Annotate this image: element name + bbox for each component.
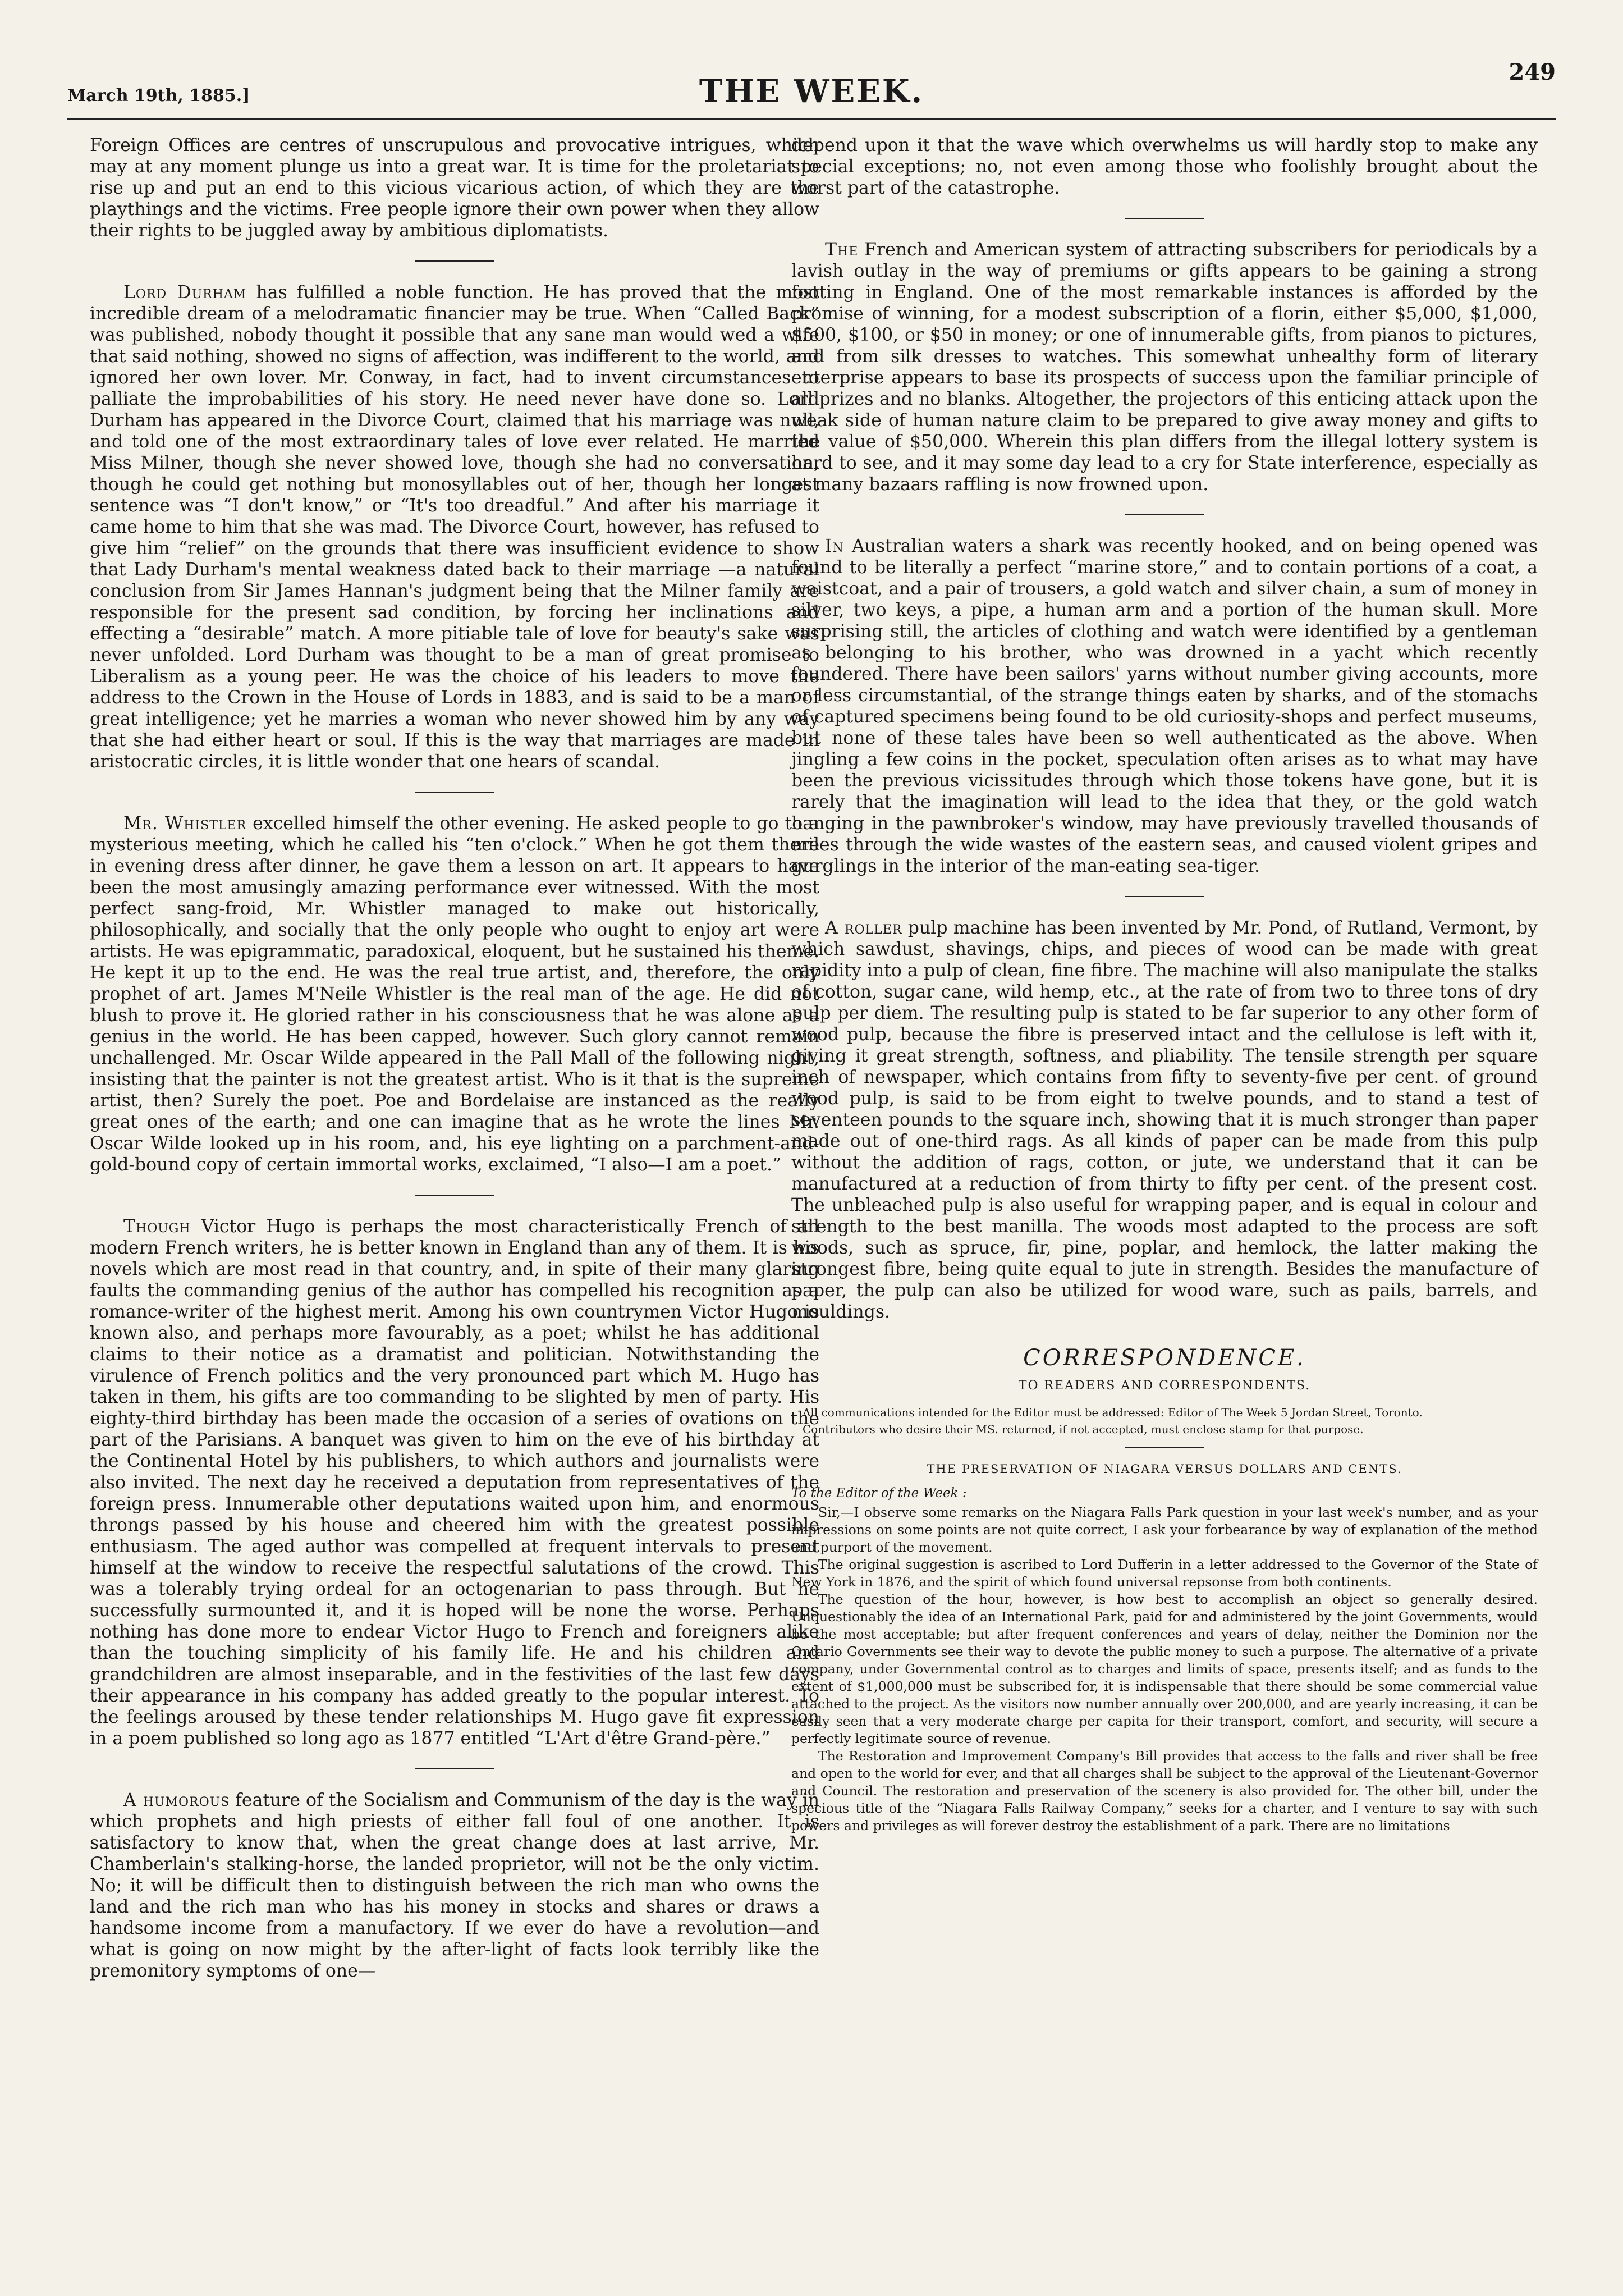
masthead bbox=[67, 51, 1556, 120]
article-lead: The bbox=[825, 240, 859, 260]
issue-date: March 19th, 1885.] bbox=[67, 86, 250, 106]
article-lord-durham bbox=[90, 282, 819, 772]
article-body: French and American system of attracting subscribers for periodicals by a lavish outlay in the way of premiums or gifts appears to be gaining a strong footing in England. One of the most remarkable instances is afforded by the promise of winning, for a modest subscription of a florin, either $5,000, $1,000, $500, $100, or $50 in money; or one of innumerable gifts, from pianos to pictures, and from silk dresses to watches. This somewhat unhealthy form of literary enterprise appears to base its prospects of success upon the familiar principle of all prizes and no blanks. Altogether, the projectors of this enticing attack upon the weak side of human nature claim to be prepared to give away money and gifts to the value of $50,000. Wherein this plan differs from the illegal lottery system is hard to see, and it may some day lead to a cry for State interference, especially as at many bazaars raffling is now frowned upon. bbox=[791, 240, 1538, 495]
article-socialism bbox=[90, 1790, 819, 1982]
article-lead: A humorous bbox=[123, 1790, 230, 1810]
article-body: has fulfilled a noble function. He has proved that the most incredible dream of a melodramatic financier may be true. When “Called Back” was published, nobody thought it possible that any sane man would wed a wife that said nothing, showed no signs of affection, was indifferent to the world, and ignored her own lover. Mr. Conway, in fact, had to invent circumstances to palliate the improbabilities of his story. He need never have done so. Lord Durham has appeared in the Divorce Court, claimed that his marriage was null, and told one of the most extraordinary tales of love ever related. He married Miss Milner, though she never showed love, though she had no conversation, though he could get nothing but monosyllables out of her, though her longest sentence was “I don't know,” or “It's too dreadful.” And after his marriage it came home to him that she was mad. The Divorce Court, however, has refused to give him “relief” on the grounds that there was insufficient evidence to show that Lady Durham's mental weakness dated back to their marriage —a natural conclusion from Sir James Hannan's judgment being that the Milner family are responsible for the present sad condition, by forcing her inclinations and effecting a “desirable” match. A more pitiable tale of love for beauty's sake was never unfolded. Lord Durham was thought to be a man of great promise to Liberalism as a young peer. He was the choice of his leaders to move the address to the Crown in the House of Lords in 1883, and is said to be a man of great intelligence; yet he marries a woman who never showed him by any way that she had either heart or soul. If this is the way that marriages are made in aristocratic circles, it is little wonder that one hears of scandal. bbox=[90, 282, 819, 772]
section-divider bbox=[415, 1195, 494, 1196]
section-divider bbox=[1125, 218, 1204, 219]
article-subscription-gifts bbox=[791, 239, 1538, 495]
contributors-notice: Contributors who desire their MS. returned, if not accepted, must enclose stamp for that purpose. bbox=[803, 1423, 1364, 1436]
letter-salutation: To the Editor of the Week : bbox=[791, 1486, 967, 1501]
article-lead: Lord Durham bbox=[123, 282, 247, 303]
editor-address-notice: All communications intended for the Editor must be addressed: Editor of The Week 5 Jordan Street, Toronto. bbox=[803, 1406, 1423, 1419]
letter-paragraph: The Restoration and Improvement Company's Bill provides that access to the falls and river shall be free and open to the world for ever, and that all charges shall be subject to the approval of the Lieutenant-Governor and Council. The restoration and preservation of the scenery is also provided for. The other bill, under the specious title of the “Niagara Falls Railway Company,” seeks for a charter, and I venture to say with such powers and privileges as will forever destroy the establishment of a park. There are no limitations bbox=[791, 1748, 1538, 1833]
article-body: Victor Hugo is perhaps the most characteristically French of all modern French writers, he is better known in England than any of them. It is his novels which are most read in that country, and, in spite of their many glaring faults the commanding genius of the author has compelled his recognition as a romance-writer of the highest merit. Among his own countrymen Victor Hugo is known also, and perhaps more favourably, as a poet; whilst he has additional claims to their notice as a dramatist and politician. Notwithstanding the virulence of French politics and the very pronounced part which M. Hugo has taken in them, his gifts are too commanding to be slighted by men of party. His eighty-third birthday has been made the occasion of a series of ovations on the part of the Parisians. A banquet was given to him on the eve of his birthday at the Continental Hotel by his publishers, to which authors and journalists were also invited. The next day he received a deputation from representatives of the foreign press. Innumerable other deputations waited upon him, and enormous throngs passed by his house and cheered him with the greatest possible enthusiasm. The aged author was compelled at frequent intervals to present himself at the window to receive the respectful salutations of the crowd. This was a tolerably trying ordeal for an octogenarian to pass through. But he successfully surmounted it, and it is hoped will be none the worse. Perhaps nothing has done more to endear Victor Hugo to French and foreigners alike than the touching simplicity of his family life. He and his children and grandchildren are almost inseparable, and in the festivities of the last few days their appearance in his company has added greatly to the popular interest. To the feelings aroused by these tender relationships M. Hugo gave fit expression in a poem published so long ago as 1877 entitled “L'Art d'être Grand-père.” bbox=[90, 1216, 819, 1749]
publication-title: THE WEEK. bbox=[699, 73, 924, 110]
article-victor-hugo bbox=[90, 1216, 819, 1749]
article-lead: Mr. Whistler bbox=[123, 813, 247, 834]
article-continuation: depend upon it that the wave which overwhelms us will hardly stop to make any special exceptions; no, not even among those who foolishly brought about the worst part of the catastrophe. bbox=[791, 135, 1538, 198]
article-body: feature of the Socialism and Communism of the day is the way in which prophets and high priests of either fall foul of one another. It is satisfactory to know that, when the great change does at last arrive, Mr. Chamberlain's stalking-horse, the landed proprietor, will not be the only victim. No; it will be difficult then to distinguish between the rich man who owns the land and the rich man who has his money in stocks and shares or draws a handsome income from a manufactory. If we ever do have a revolution—and what is going on now might by the after-light of facts look terribly like the premonitory symptoms of one— bbox=[90, 1790, 819, 1981]
section-divider bbox=[1125, 1447, 1204, 1448]
article-body: excelled himself the other evening. He asked people to go to a mysterious meeting, which he called his “ten o'clock.” When he got them there in evening dress after dinner, he gave them a lesson on art. It appears to have been the most amusingly amazing performance ever witnessed. With the most perfect sang-froid, Mr. Whistler managed to make out historically, philosophically, and socially that the only people who ought to enjoy art were artists. He was epigrammatic, paradoxical, eloquent, but he sustained his theme. He kept it up to the end. He was the real true artist, and, therefore, the only prophet of art. James M'Neile Whistler is the real man of the age. He did not blush to prove it. He gloried rather in his consciousness that he was alone as a genius in the world. He has been capped, however. Such glory cannot remain unchallenged. Mr. Oscar Wilde appeared in the Pall Mall of the following night, insisting that the painter is not the greatest artist. Who is it that is the supreme artist, then? Surely the poet. Poe and Bordelaise are instanced as the really great ones of the earth; and one can imagine that as he wrote the lines Mr. Oscar Wilde looked up in his room, and, his eye lighting on a parchment-and-gold-bound copy of certain immortal works, exclaimed, “I also—I am a poet.” bbox=[90, 813, 820, 1175]
article-lead: A roller bbox=[825, 918, 902, 938]
article-lead: Though bbox=[123, 1216, 191, 1237]
section-divider bbox=[1125, 896, 1204, 897]
letter-paragraph: The question of the hour, however, is how best to accomplish an object so generally desired. Unquestionably the idea of an International Park, paid for and administered by the joint Governments, would be the most acceptable; but after frequent conferences and years of delay, neither the Dominion nor the Ontario Governments see their way to devote the public money to such a purpose. The alternative of a private company, under Governmental control as to charges and limits of space, presents itself; and as funds to the extent of $1,000,000 must be subscribed for, it is indispensable that there should be some commercial value attached to the project. As the visitors now number annually over 200,000, and are yearly increasing, it can be easily seen that a very moderate charge per capita for their transport, comfort, and security, will secure a perfectly legitimate source of revenue. bbox=[791, 1591, 1538, 1746]
article-pulp-machine bbox=[791, 917, 1538, 1323]
article-foreign-offices: Foreign Offices are centres of unscrupulous and provocative intrigues, which may at any moment plunge us into a great war. It is time for the proletariat to rise up and put an end to this vicious vicarious action, of which they are the playthings and the victims. Free people ignore their own power when they allow their rights to be juggled away by ambitious diplomatists. bbox=[90, 135, 819, 241]
article-shark bbox=[791, 536, 1538, 877]
article-body: pulp machine has been invented by Mr. Pond, of Rutland, Vermont, by which sawdust, shavings, chips, and pieces of wood can be made with great rapidity into a pulp of clean, fine fibre. The machine will also manipulate the stalks of cotton, sugar cane, wild hemp, etc., at the rate of from two to three tons of dry pulp per diem. The resulting pulp is stated to be far superior to any other form of wood pulp, because the fibre is preserved intact and the cellulose is left with it, giving it great strength, softness, and pliability. The tensile strength per square inch of newspaper, which contains from fifty to seventy-five per cent. of ground wood pulp, is said to be from eight to twelve pounds, and to stand a test of seventeen pounds to the square inch, showing that it is much stronger than paper made out of one-third rags. As all kinds of paper can be made from this pulp without the addition of rags, cotton, or jute, we understand that it can be manufactured at a reduction of from thirty to fifty per cent. of the present cost. The unbleached pulp is also useful for wrapping paper, and is equal in colour and strength to the best manilla. The woods most adapted to the process are soft woods, such as spruce, fir, pine, poplar, and hemlock, the latter making the strongest fibre, being quite equal to jute in strength. Besides the manufacture of paper, the pulp can also be utilized for wood ware, such as pails, barrels, and mouldings. bbox=[791, 918, 1538, 1322]
left-column bbox=[90, 135, 819, 1982]
letter-title: THE PRESERVATION OF NIAGARA VERSUS DOLLARS AND CENTS. bbox=[927, 1462, 1402, 1476]
page-number: 249 bbox=[1509, 59, 1556, 85]
section-divider bbox=[415, 792, 494, 793]
section-divider bbox=[415, 260, 494, 262]
correspondence-heading: CORRESPONDENCE. bbox=[1023, 1345, 1306, 1371]
letter-paragraph: Sir,—I observe some remarks on the Niagara Falls Park question in your last week's number, and as your impressions on some points are not quite correct, I ask your forbearance by way of explanation of the method and purport of the movement. bbox=[791, 1504, 1538, 1555]
section-divider bbox=[1125, 514, 1204, 515]
section-divider bbox=[415, 1768, 494, 1769]
article-body: Australian waters a shark was recently hooked, and on being opened was found to be literally a perfect “marine store,” and to contain portions of a coat, a waistcoat, and a pair of trousers, a gold watch and silver chain, a sum of money in silver, two keys, a pipe, a human arm and a portion of the human skull. More surprising still, the articles of clothing and watch were identified by a gentleman as belonging to his brother, who was drowned in a yacht which recently foundered. There have been sailors' yarns without number giving accounts, more or less circumstantial, of the strange things eaten by sharks, and of the stomachs of captured specimens being found to be old curiosity-shops and perfect museums, but none of these tales have been so well authenticated as the above. When jingling a few coins in the pocket, speculation often arises as to what may have been the previous vicissitudes through which those tokens have gone, but it is rarely that the imagination will lead to the idea that they, or the gold watch hanging in the pawnbroker's window, may have previously travelled thousands of miles through the wide wastes of the eastern seas, and caused violent gripes and gurglings in the interior of the man-eating sea-tiger. bbox=[791, 536, 1538, 876]
right-column bbox=[791, 135, 1538, 1835]
article-whistler bbox=[90, 813, 819, 1176]
correspondence-subheading: TO READERS AND CORRESPONDENTS. bbox=[1018, 1379, 1311, 1393]
letter-paragraph: The original suggestion is ascribed to Lord Dufferin in a letter addressed to the Governor of the State of New York in 1876, and the spirit of which found universal repsonse from both continents. bbox=[791, 1557, 1538, 1590]
article-lead: In bbox=[825, 536, 844, 556]
